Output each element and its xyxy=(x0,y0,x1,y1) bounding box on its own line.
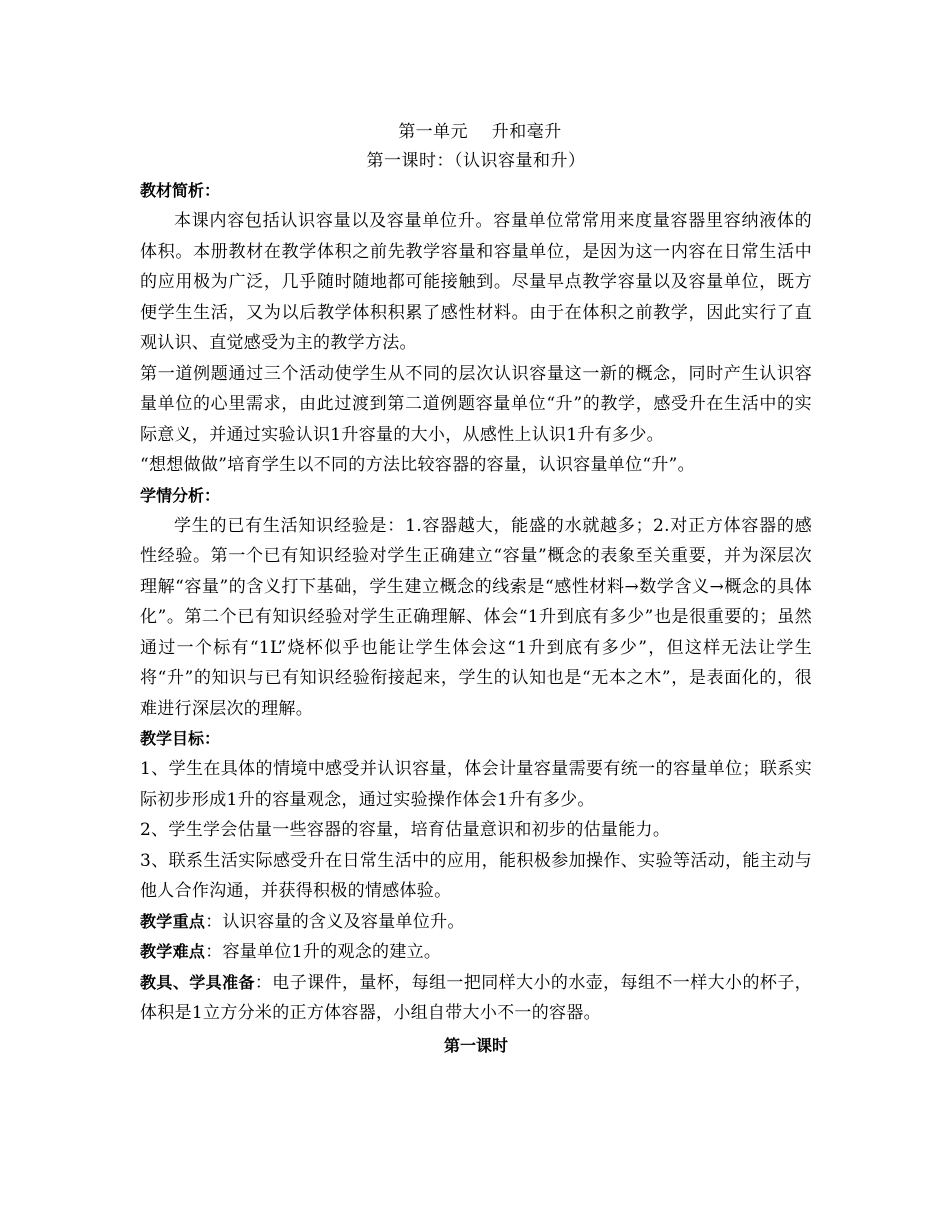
textbook-analysis-paragraph-2: 第一道例题通过三个活动使学生从不同的层次认识容量这一新的概念，同时产生认识容量单位的心里需求，由此过渡到第二道例题容量单位“升”的教学，感受升在生活中的实际意义，并通过实验认识1升容量的大小，从感性上认识1升有多少。 xyxy=(140,363,812,445)
teaching-difficulty-text: ：容量单位1升的观念的建立。 xyxy=(205,942,442,962)
teaching-goal-3: 3、联系生活实际感受升在日常生活中的应用，能积极参加操作、实验等活动，能主动与他人合作沟通，并获得积极的情感体验。 xyxy=(140,850,812,901)
textbook-analysis-paragraph-3: “想想做做”培育学生以不同的方法比较容器的容量，认识容量单位“升”。 xyxy=(140,455,695,475)
textbook-analysis-paragraph-1: 本课内容包括认识容量以及容量单位升。容量单位常常用来度量容器里容纳液体的体积。本册教材在教学体积之前先教学容量和容量单位，是因为这一内容在日常生活中的应用极为广泛，几乎随时随地都可能接触到。尽量早点教学容量以及容量单位，既方便学生生活，又为以后教学体积积累了感性材料。由于在体积之前教学，因此实行了直观认识、直觉感受为主的教学方法。 xyxy=(140,211,812,353)
teaching-tools-text: ：电子课件，量杯，每组一把同样大小的水壶，每组不一样大小的杯子，体积是1立方分米的正方体容器，小组自带大小不一的容器。 xyxy=(140,972,812,1023)
teaching-key-text: ：认识容量的含义及容量单位升。 xyxy=(205,911,465,932)
teaching-key-label: 教学重点 xyxy=(140,911,206,931)
teaching-difficulty xyxy=(140,937,812,968)
unit-title: 第一单元 升和毫升 xyxy=(398,122,562,142)
teaching-goals-heading: 教学目标： xyxy=(140,729,221,748)
teaching-key-point xyxy=(140,907,812,938)
teaching-goal-2: 2、学生学会估量一些容器的容量，培育估量意识和初步的估量能力。 xyxy=(140,820,671,840)
document-page xyxy=(140,118,812,1061)
teaching-tools-label: 教具、学具准备 xyxy=(140,972,255,992)
lesson-subtitle: 第一课时：（认识容量和升） xyxy=(366,151,586,171)
teaching-difficulty-label: 教学难点 xyxy=(140,942,206,961)
student-analysis-paragraph: 学生的已有生活知识经验是：1.容器越大，能盛的水就越多；2.对正方体容器的感性经验。第一个已有知识经验对学生正确建立“容量”概念的表象至关重要，并为深层次理解“容量”的含义打下基础，学生建立概念的线索是“感性材料→数学含义→概念的具体化”。第二个已有知识经验对学生正确理解、体会“1升到底有多少”也是很重要的；虽然通过一个标有“1L”烧杯似乎也能让学生体会这“1升到底有多少”，但这样无法让学生将“升”的知识与已有知识经验衔接起来，学生的认知也是“无本之木”，是表面化的，很难进行深层次的理解。 xyxy=(140,515,812,719)
first-lesson-heading: 第一课时 xyxy=(443,1035,508,1055)
teaching-tools xyxy=(140,968,812,1029)
textbook-analysis-heading: 教材简析： xyxy=(140,181,221,200)
student-analysis-heading: 学情分析： xyxy=(140,485,221,505)
teaching-goal-1: 1、学生在具体的情境中感受并认识容量，体会计量容量需要有统一的容量单位；联系实际初步形成1升的容量观念，通过实验操作体会1升有多少。 xyxy=(140,759,812,810)
